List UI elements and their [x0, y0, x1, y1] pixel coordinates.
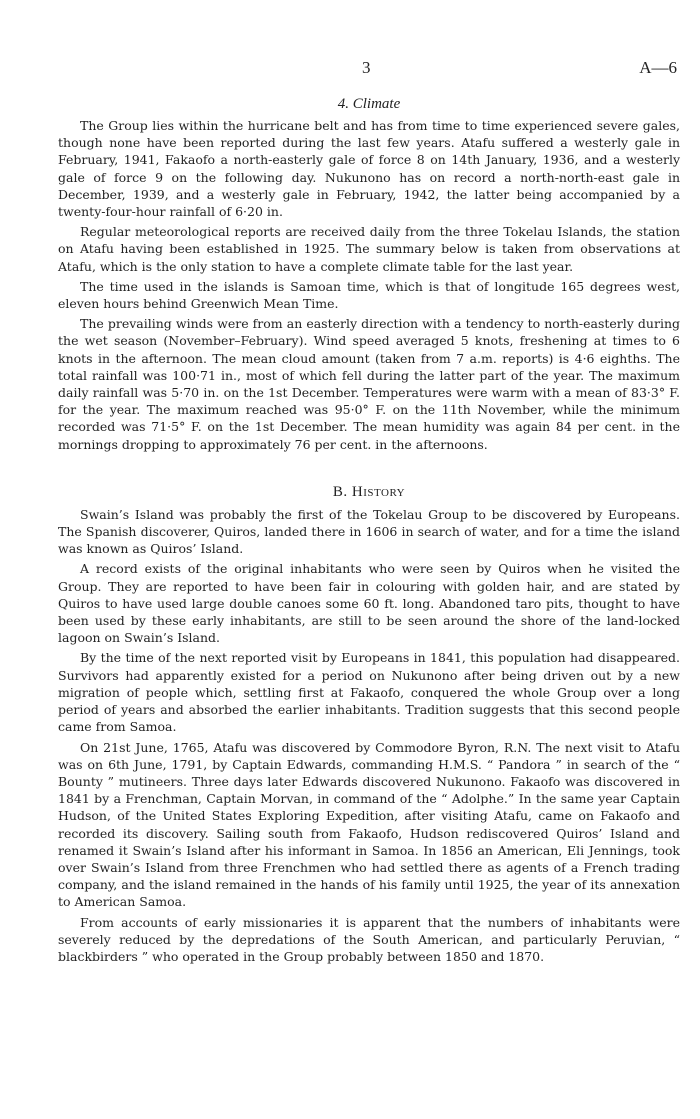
- climate-paragraph: The prevailing winds were from an easterly direction with a tendency to north-easterly during the wet season (November–February). Wind speed averaged 5 knots, freshening at times to 6 knots in the afternoon. The mean cloud amount (taken from 7 a.m. reports) is 4·6 eighths. The total rainfall was 100·71 in., most of which fell during the latter part of the year. The maximum daily rainfall was 5·70 in. on the 1st December. Temperatures were warm with a mean of 83·3° F. for the year. The maximum reached was 95·0° F. on the 11th November, while the minimum recorded was 71·5° F. on the 1st December. The mean humidity was again 84 per cent. in the mornings dropping to approximately 76 per cent. in the afternoons.: [58, 316, 680, 452]
- climate-paragraph: The Group lies within the hurricane belt and has from time to time experienced severe gales, though none have been reported during the last few years. Atafu suffered a westerly gale in February, 1941, Fakaofo a north-easterly gale of force 8 on 14th January, 1936, and a westerly gale of force 9 on the following day. Nukunono has on record a north-north-east gale in December, 1939, and a westerly gale in February, 1942, the latter being accompanied by a twenty-four-hour rainfall of 6·20 in.: [58, 118, 680, 220]
- page-number: 3: [362, 58, 371, 77]
- climate-paragraph: Regular meteorological reports are received daily from the three Tokelau Islands, the station on Atafu having been established in 1925. The summary below is taken from observations at Atafu, which is the only station to have a complete climate table for the last year.: [58, 224, 680, 274]
- document-reference: A—6: [639, 58, 677, 77]
- climate-paragraph: The time used in the islands is Samoan time, which is that of longitude 165 degrees west, eleven hours behind Greenwich Mean Time.: [58, 278, 680, 312]
- history-paragraph: From accounts of early missionaries it is apparent that the numbers of inhabitants were severely reduced by the depredations of the South American, and particularly Peruvian, “ blackbirders ” who operated in the Group probably between 1850 and 1870.: [58, 914, 680, 964]
- climate-heading: 4. Climate: [337, 96, 401, 112]
- history-paragraph: Swain’s Island was probably the first of the Tokelau Group to be discovered by Europeans. The Spanish discoverer, Quiros, landed there in 1606 in search of water, and for a time the island was known as Quiros’ Island.: [58, 506, 680, 557]
- history-paragraph: By the time of the next reported visit by Europeans in 1841, this population had disappeared. Survivors had apparently existed for a period on Nukunono after being driven out by a new migration of people which, settling first at Fakaofo, conquered the whole Group over a long period of years and absorbed the earlier inhabitants. Tradition suggests that this second people came from Samoa.: [58, 650, 680, 735]
- history-paragraph: On 21st June, 1765, Atafu was discovered by Commodore Byron, R.N. The next visit to Atafu was on 6th June, 1791, by Captain Edwards, commanding H.M.S. “ Pandora ” in search of the “ Bounty ” mutineers. Three days later Edwards discovered Nukunono. Fakaofo was discovered in 1841 by a Frenchman, Captain Morvan, in command of the “ Adolphe.” In the same year Captain Hudson, of the United States Exploring Expedition, after visiting Atafu, came on Fakaofo and recorded its discovery. Sailing south from Fakaofo, Hudson rediscovered Quiros’ Island and renamed it Swain’s Island after his informant in Samoa. In 1856 an American, Eli Jennings, took over Swain’s Island from three Frenchmen who had settled there as agents of a French trading company, and the island remained in the hands of his family until 1925, the year of its annexation to American Samoa.: [58, 739, 680, 910]
- page-header: [58, 0, 680, 77]
- history-paragraph: A record exists of the original inhabitants who were seen by Quiros when he visited the Group. They are reported to have been fair in colouring with golden hair, and are stated by Quiros to have used large double canoes some 60 ft. long. Abandoned taro pits, thought to have been used by these early inhabitants, are still to be seen around the shore of the land-locked lagoon on Swain’s Island.: [58, 561, 680, 646]
- climate-section: [58, 96, 680, 453]
- history-heading: B. History: [332, 483, 406, 500]
- history-section: [58, 484, 680, 965]
